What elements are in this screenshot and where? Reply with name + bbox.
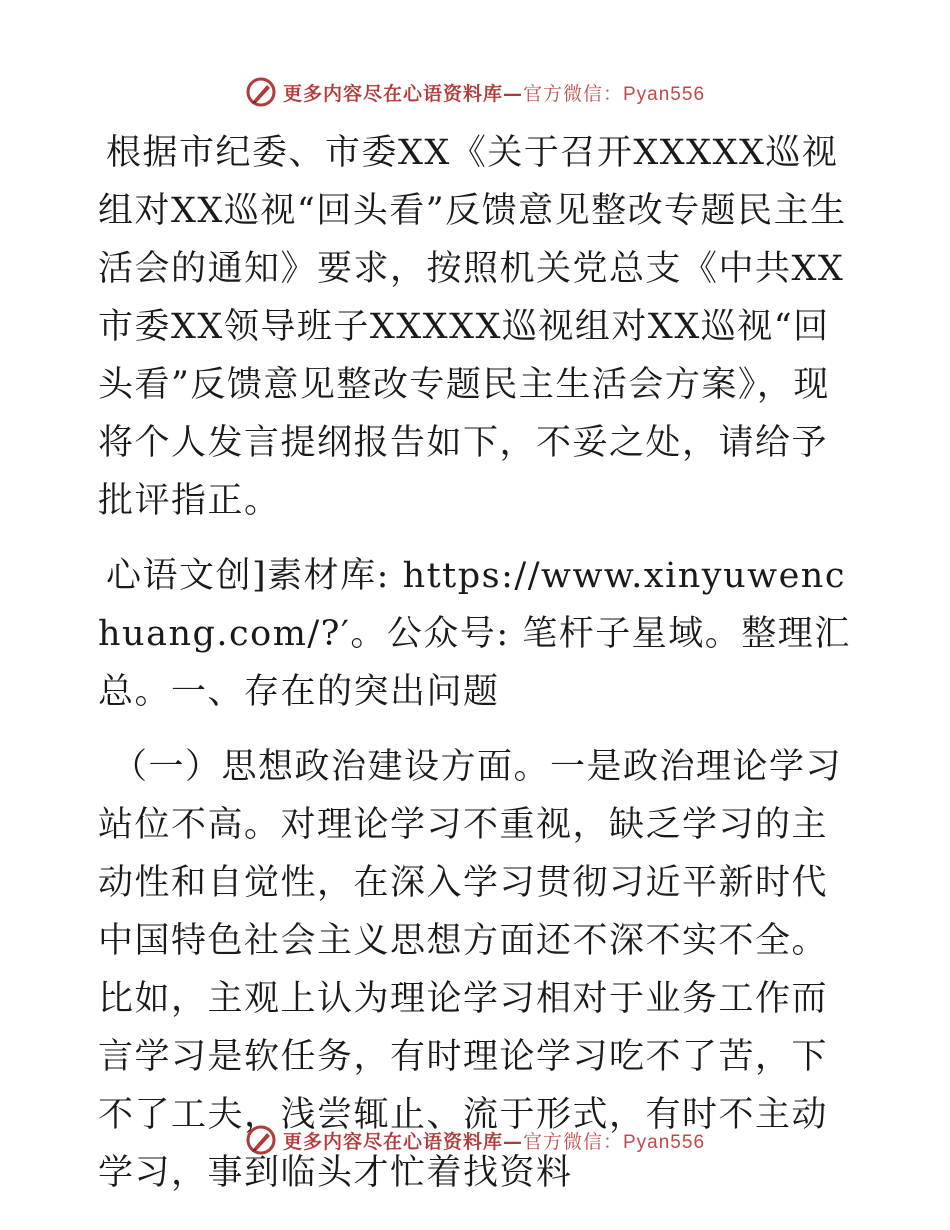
watermark-wechat-label: 官方微信： (522, 82, 623, 105)
watermark-wechat-id: Pyan556 (623, 83, 706, 105)
watermark-dash: — (502, 82, 523, 105)
watermark-footer (0, 1120, 950, 1160)
watermark-wechat-label: 官方微信： (522, 1130, 623, 1153)
pen-logo-icon (245, 1124, 277, 1156)
paragraph-intro: 根据市纪委、市委XX《关于召开XXXXX巡视组对XX巡视“回头看”反馈意见整改专题民主生活会的通知》要求，按照机关党总支《中共XX市委XX领导班子XXXXX巡视组对XX巡视“回头看”反馈意见整改专题民主生活会方案》，现将个人发言提纲报告如下，不妥之处，请给予批评指正。 (98, 133, 847, 521)
watermark-header (0, 72, 950, 112)
watermark-dash: — (502, 1130, 523, 1153)
watermark-brand: 更多内容尽在心语资料库 (282, 82, 503, 105)
paragraph-section-one: （一）思想政治建设方面。一是政治理论学习站位不高。对理论学习不重视，缺乏学习的主动性和自觉性，在深入学习贯彻习近平新时代中国特色社会主义思想方面还不深不实不全。比如，主观上认为理论学习相对于业务工作而言学习是软任务，有时理论学习吃不了苦，下不了工夫，浅尝辄止、流于形式，有时不主动学习，事到临头才忙着找资料 (98, 747, 843, 1193)
watermark-brand: 更多内容尽在心语资料库 (282, 1130, 503, 1153)
document-body (98, 124, 858, 1202)
paragraph-source: 心语文创]素材库: https://www.xinyuwenchuang.com/?′。公众号: 笔杆子星域。整理汇总。一、存在的突出问题 (98, 556, 851, 712)
pen-logo-icon (245, 76, 277, 108)
watermark-wechat-id: Pyan556 (623, 1131, 706, 1153)
